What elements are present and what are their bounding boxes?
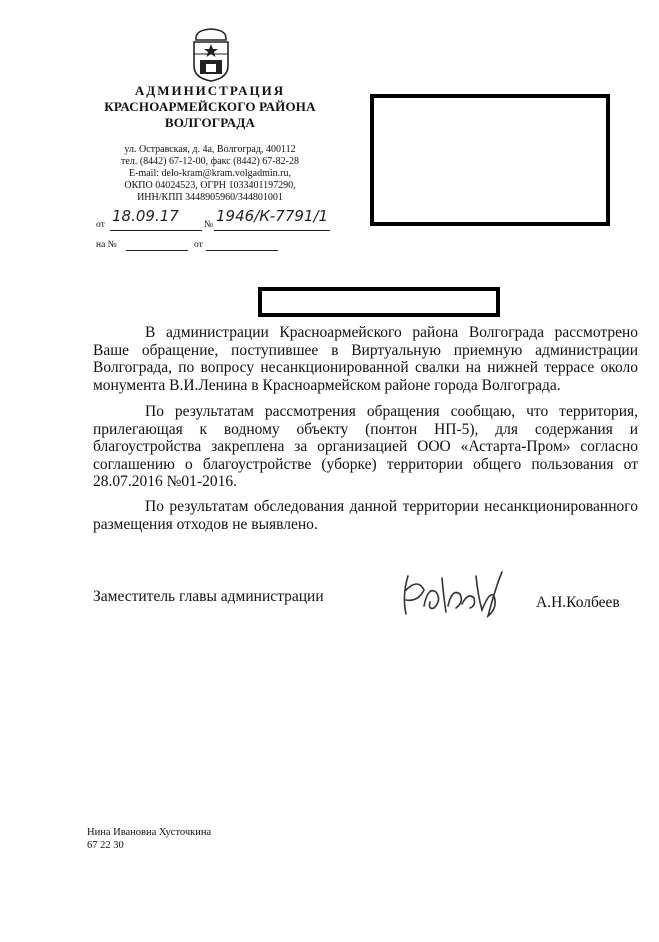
ref-number-label: № (204, 220, 214, 230)
executor-name: Нина Ивановна Хусточкина (87, 827, 212, 838)
coat-of-arms-icon (190, 26, 232, 82)
reply-number-label: на № (96, 240, 117, 250)
ref-number: 1946/К-7791/1 (216, 207, 329, 225)
redacted-addressee-block (370, 94, 610, 226)
org-title-line-2: КРАСНОАРМЕЙСКОГО РАЙОНА (104, 99, 316, 114)
handwritten-signature (398, 566, 510, 622)
body-paragraph: По результатам обследования данной территории несанкционированного размещения отходов не выявлено. (93, 498, 638, 533)
ref-date-line (110, 230, 202, 231)
reply-number-line (126, 250, 188, 251)
redacted-salutation (258, 287, 500, 317)
contact-email: E-mail: delo-kram@kram.volgadmin.ru, (129, 168, 291, 179)
body-paragraph: По результатам рассмотрения обращения сообщаю, что территория, прилегающая к водному объекту (понтон НП-5), для содержания и благоустройства закреплена за организацией ООО «Астарта-Пром» согласно соглашению о благоустройстве (уборке) территории общего пользования от 28.07.2016 №01-2016. (93, 403, 638, 490)
contact-inn: ИНН/КПП 3448905960/344801001 (137, 192, 283, 203)
executor-phone: 67 22 30 (87, 840, 124, 851)
org-title-line-1: АДМИНИСТРАЦИЯ (134, 83, 286, 98)
org-title-line-3: ВОЛГОГРАДА (164, 115, 256, 130)
contact-phone: тел. (8442) 67-12-00, факс (8442) 67-82-28 (121, 156, 299, 167)
ref-number-line (214, 230, 330, 231)
contact-okpo: ОКПО 04024523, ОГРН 1033401197290, (124, 180, 296, 191)
ref-date: 18.09.17 (112, 207, 179, 225)
reply-from-label: от (194, 240, 203, 250)
signatory-name: А.Н.Колбеев (536, 594, 620, 611)
ref-from-label: от (96, 220, 105, 230)
executor-block (87, 826, 211, 852)
reply-from-line (206, 250, 278, 251)
body-paragraph: В администрации Красноармейского района Волгограда рассмотрено Ваше обращение, поступившее в Виртуальную приемную администрации Волгограда, по вопросу несанкционированной свалки на нижней террасе около монумента В.И.Ленина в Красноармейском районе города Волгограда. (93, 324, 638, 394)
signatory-title: Заместитель главы администрации (93, 588, 324, 605)
contact-address: ул. Остравская, д. 4а, Волгоград, 400112 (124, 144, 296, 155)
